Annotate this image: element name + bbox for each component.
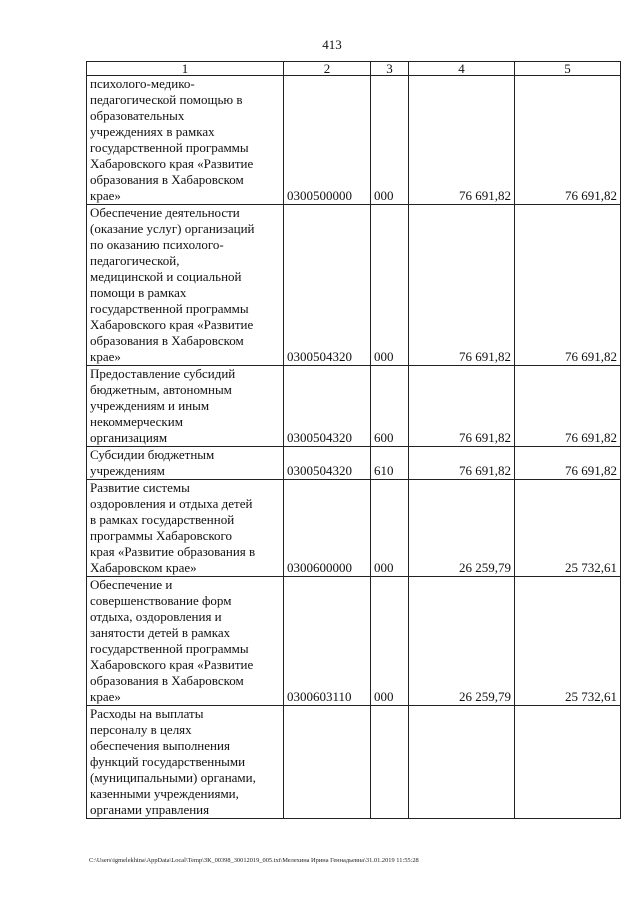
description-line: бюджетным, автономным <box>90 382 232 397</box>
description-line: Хабаровском крае» <box>90 560 197 575</box>
amount-year-1: 76 691,82 <box>409 447 515 480</box>
description-line: крае» <box>90 689 121 704</box>
description-line: функций государственными <box>90 754 246 769</box>
footer-file-path: C:\Users\igmelekhina\AppData\Local\Temp\ЗК_00398_30012019_005.txt\Мелехина Ирина Геннадьевна\31.01.2019 11:55:28 <box>89 857 419 864</box>
description-line: педагогической помощью в <box>90 92 243 107</box>
description-line: занятости детей в рамках <box>90 625 231 640</box>
amount-year-2: 76 691,82 <box>515 205 621 366</box>
expense-type-code: 000 <box>371 76 409 205</box>
target-article-code: 0300500000 <box>284 76 371 205</box>
row-description <box>87 706 284 819</box>
description-line: Развитие системы <box>90 480 190 495</box>
description-line: Обеспечение деятельности <box>90 205 240 220</box>
description-line: учреждениям и иным <box>90 398 210 413</box>
description-line: обеспечения выполнения <box>90 738 230 753</box>
description-line: Хабаровского края «Развитие <box>90 156 254 171</box>
description-line: края «Развитие образования в <box>90 544 256 559</box>
amount-year-2: 76 691,82 <box>515 447 621 480</box>
table-row <box>87 366 621 447</box>
target-article-code: 0300603110 <box>284 577 371 706</box>
description-line: государственной программы <box>90 301 249 316</box>
description-line: некоммерческим <box>90 414 183 429</box>
description-line: крае» <box>90 188 121 203</box>
description-line: по оказанию психолого- <box>90 237 224 252</box>
row-description <box>87 366 284 447</box>
row-description <box>87 480 284 577</box>
amount-year-1: 76 691,82 <box>409 205 515 366</box>
description-line: государственной программы <box>90 641 249 656</box>
description-line: образовательных <box>90 108 185 123</box>
column-header-4: 4 <box>409 62 515 76</box>
column-header-1: 1 <box>87 62 284 76</box>
description-line: Субсидии бюджетным <box>90 447 215 462</box>
description-line: отдыха, оздоровления и <box>90 609 222 624</box>
description-line: государственной программы <box>90 140 249 155</box>
expense-type-code: 610 <box>371 447 409 480</box>
amount-year-1: 76 691,82 <box>409 76 515 205</box>
description-line: в рамках государственной <box>90 512 235 527</box>
table-row <box>87 480 621 577</box>
column-header-5: 5 <box>515 62 621 76</box>
column-header-2: 2 <box>284 62 371 76</box>
row-description <box>87 577 284 706</box>
page-number: 413 <box>322 37 342 52</box>
column-header-3: 3 <box>371 62 409 76</box>
description-line: совершенствование форм <box>90 593 232 608</box>
description-line: Обеспечение и <box>90 577 173 592</box>
description-line: Хабаровского края «Развитие <box>90 317 254 332</box>
description-line: (муниципальными) органами, <box>90 770 256 785</box>
description-line: образования в Хабаровском <box>90 172 244 187</box>
amount-year-1 <box>409 706 515 819</box>
description-line: психолого-медико- <box>90 76 195 91</box>
description-line: казенными учреждениями, <box>90 786 239 801</box>
description-line: персоналу в целях <box>90 722 192 737</box>
row-description <box>87 205 284 366</box>
target-article-code: 0300504320 <box>284 366 371 447</box>
description-line: программы Хабаровского <box>90 528 233 543</box>
description-line: крае» <box>90 349 121 364</box>
amount-year-2: 76 691,82 <box>515 366 621 447</box>
description-line: педагогической, <box>90 253 180 268</box>
budget-table <box>86 61 621 819</box>
table-row <box>87 706 621 819</box>
expense-type-code: 600 <box>371 366 409 447</box>
row-description <box>87 447 284 480</box>
table-row <box>87 577 621 706</box>
table-row <box>87 205 621 366</box>
expense-type-code: 000 <box>371 480 409 577</box>
description-line: образования в Хабаровском <box>90 673 244 688</box>
amount-year-1: 26 259,79 <box>409 577 515 706</box>
expense-type-code <box>371 706 409 819</box>
description-line: учреждениях в рамках <box>90 124 215 139</box>
expense-type-code: 000 <box>371 205 409 366</box>
amount-year-2: 25 732,61 <box>515 577 621 706</box>
amount-year-1: 26 259,79 <box>409 480 515 577</box>
expense-type-code: 000 <box>371 577 409 706</box>
description-line: организациям <box>90 430 168 445</box>
table-body <box>87 76 621 819</box>
table-row <box>87 76 621 205</box>
target-article-code: 0300504320 <box>284 205 371 366</box>
amount-year-2 <box>515 706 621 819</box>
description-line: учреждениям <box>90 463 165 478</box>
amount-year-2: 25 732,61 <box>515 480 621 577</box>
description-line: оздоровления и отдыха детей <box>90 496 253 511</box>
amount-year-1: 76 691,82 <box>409 366 515 447</box>
target-article-code <box>284 706 371 819</box>
description-line: (оказание услуг) организаций <box>90 221 255 236</box>
table-header-row <box>87 62 621 76</box>
description-line: Предоставление субсидий <box>90 366 236 381</box>
description-line: образования в Хабаровском <box>90 333 244 348</box>
description-line: Хабаровского края «Развитие <box>90 657 254 672</box>
row-description <box>87 76 284 205</box>
target-article-code: 0300600000 <box>284 480 371 577</box>
amount-year-2: 76 691,82 <box>515 76 621 205</box>
table-row <box>87 447 621 480</box>
target-article-code: 0300504320 <box>284 447 371 480</box>
description-line: помощи в рамках <box>90 285 187 300</box>
description-line: органами управления <box>90 802 210 817</box>
description-line: медицинской и социальной <box>90 269 242 284</box>
description-line: Расходы на выплаты <box>90 706 204 721</box>
